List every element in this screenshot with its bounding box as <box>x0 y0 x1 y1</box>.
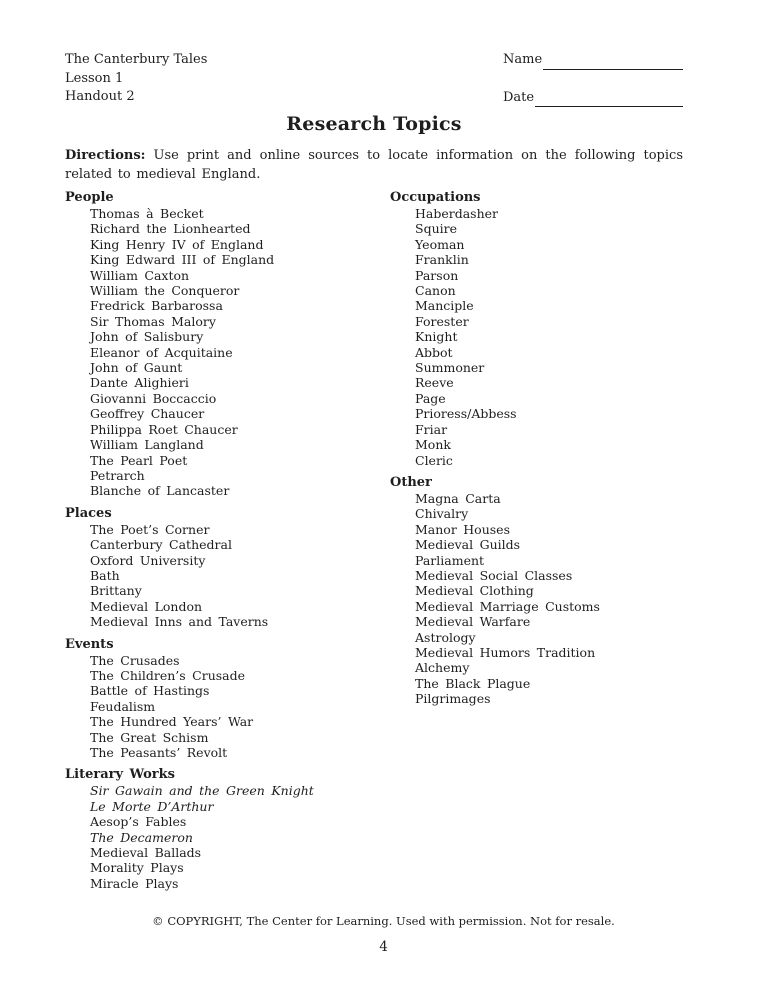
topic-item: Medieval London <box>90 598 203 614</box>
section-heading: Literary Works <box>65 767 175 783</box>
section-heading: Occupations <box>390 190 481 205</box>
page-number: 4 <box>379 939 388 955</box>
topic-item: Reeve <box>415 375 454 391</box>
topic-item: King Henry IV of England <box>90 236 264 252</box>
header-fill-in-block <box>503 51 683 107</box>
date-label: Date <box>503 89 535 105</box>
topic-list <box>65 653 390 761</box>
topic-item: Canon <box>415 283 456 299</box>
topic-item: Haberdasher <box>415 206 499 221</box>
topic-item: William Caxton <box>90 267 190 283</box>
course-title: The Canterbury Tales <box>65 52 208 67</box>
topic-item: Friar <box>415 421 448 437</box>
topic-item: William Langland <box>90 437 204 453</box>
topic-item: The Hundred Years’ War <box>90 714 254 730</box>
topic-item: Miracle Plays <box>90 875 179 891</box>
topic-item: Eleanor of Acquitaine <box>90 344 233 360</box>
page-header <box>65 51 683 107</box>
topic-item: The Poet’s Corner <box>90 521 210 537</box>
topic-item: The Crusades <box>90 652 180 668</box>
topic-item: William the Conqueror <box>90 283 240 299</box>
topic-item: Brittany <box>90 583 142 599</box>
section-heading: Events <box>65 636 114 652</box>
topic-item: Squire <box>415 221 457 237</box>
date-blank-line <box>535 92 683 107</box>
name-row <box>503 51 683 70</box>
section-heading: People <box>65 190 114 205</box>
name-label: Name <box>503 52 543 67</box>
copyright-notice: © COPYRIGHT, The Center for Learning. Used with permission. Not for resale. <box>152 914 615 928</box>
topic-item: Page <box>415 390 446 406</box>
section-heading: Other <box>390 474 432 490</box>
topic-item: Parson <box>415 267 459 283</box>
topic-list <box>390 206 683 468</box>
topic-item: Giovanni Boccaccio <box>90 390 217 406</box>
topic-item: Summoner <box>415 360 485 376</box>
topic-item: The Pearl Poet <box>90 452 188 468</box>
topic-list <box>65 206 390 499</box>
topic-item: Yeoman <box>415 236 465 252</box>
topic-item: The Black Plague <box>415 675 531 691</box>
section-people <box>65 190 390 499</box>
topic-item: Medieval Warfare <box>415 614 531 630</box>
topic-item: Oxford University <box>90 552 206 568</box>
topic-item: Manciple <box>415 298 474 314</box>
directions-text: Use print and online sources to locate information on the following topics related to medieval England. <box>65 148 683 182</box>
topic-item: Medieval Humors Tradition <box>415 644 596 660</box>
section-literary-works <box>65 767 390 891</box>
topic-item: Morality Plays <box>90 860 184 876</box>
handout-label: Handout 2 <box>65 89 135 104</box>
topic-item: John of Gaunt <box>90 360 183 376</box>
topic-item: Medieval Clothing <box>415 583 534 599</box>
topic-item: Canterbury Cathedral <box>90 537 232 553</box>
topic-item: Philippa Roet Chaucer <box>90 421 238 437</box>
topic-item: Geoffrey Chaucer <box>90 406 205 422</box>
right-column <box>390 190 683 891</box>
date-row <box>503 89 683 108</box>
lesson-label: Lesson 1 <box>65 70 124 86</box>
left-column <box>65 190 390 891</box>
topic-item: The Children’s Crusade <box>90 667 246 683</box>
topic-item: Alchemy <box>415 660 470 676</box>
topic-item: Parliament <box>415 552 485 568</box>
directions-label: Directions: <box>65 148 146 163</box>
section-heading: Places <box>65 505 112 521</box>
topic-item: Pilgrimages <box>415 691 491 707</box>
topic-list <box>65 522 390 630</box>
topic-item: Manor Houses <box>415 521 510 537</box>
topic-item: Le Morte D’Arthur <box>90 798 214 814</box>
topic-columns <box>65 190 683 891</box>
topic-item: Medieval Guilds <box>415 537 521 553</box>
topic-item: Richard the Lionhearted <box>90 221 251 237</box>
topic-item: The Great Schism <box>90 729 209 745</box>
topic-item: Aesop’s Fables <box>90 814 187 830</box>
section-occupations <box>390 190 683 468</box>
topic-item: Blanche of Lancaster <box>90 483 230 499</box>
directions-paragraph <box>65 147 683 184</box>
section-other <box>390 475 683 707</box>
topic-item: Monk <box>415 437 451 453</box>
topic-item: Medieval Marriage Customs <box>415 598 600 614</box>
section-places <box>65 506 390 630</box>
topic-item: Battle of Hastings <box>90 683 210 699</box>
topic-item: Thomas à Becket <box>90 206 204 221</box>
topic-item: Medieval Social Classes <box>415 567 573 583</box>
topic-item: Magna Carta <box>415 490 501 506</box>
topic-item: Petrarch <box>90 467 145 483</box>
topic-item: Cleric <box>415 452 453 468</box>
topic-item: Franklin <box>415 252 469 268</box>
section-events <box>65 637 390 761</box>
page-footer <box>0 914 767 955</box>
topic-list <box>390 491 683 707</box>
topic-item: Medieval Ballads <box>90 845 202 861</box>
topic-item: Sir Thomas Malory <box>90 313 216 329</box>
name-blank-line <box>543 55 683 70</box>
topic-item: John of Salisbury <box>90 329 204 345</box>
topic-item: Bath <box>90 567 120 583</box>
topic-item: Medieval Inns and Taverns <box>90 614 269 630</box>
topic-item: King Edward III of England <box>90 252 275 268</box>
topic-item: Fredrick Barbarossa <box>90 298 223 314</box>
topic-item: Feudalism <box>90 698 156 714</box>
page-title: Research Topics <box>286 113 462 135</box>
topic-item: Abbot <box>415 344 453 360</box>
topic-item: Prioress/Abbess <box>415 406 517 422</box>
header-course-block <box>65 51 207 107</box>
topic-item: Dante Alighieri <box>90 375 189 391</box>
topic-list <box>65 783 390 891</box>
topic-item: Sir Gawain and the Green Knight <box>90 783 314 799</box>
topic-item: The Decameron <box>90 829 193 845</box>
topic-item: Forester <box>415 313 469 329</box>
topic-item: The Peasants’ Revolt <box>90 745 228 760</box>
topic-item: Knight <box>415 329 458 345</box>
topic-item: Astrology <box>415 629 476 645</box>
topic-item: Chivalry <box>415 506 469 522</box>
